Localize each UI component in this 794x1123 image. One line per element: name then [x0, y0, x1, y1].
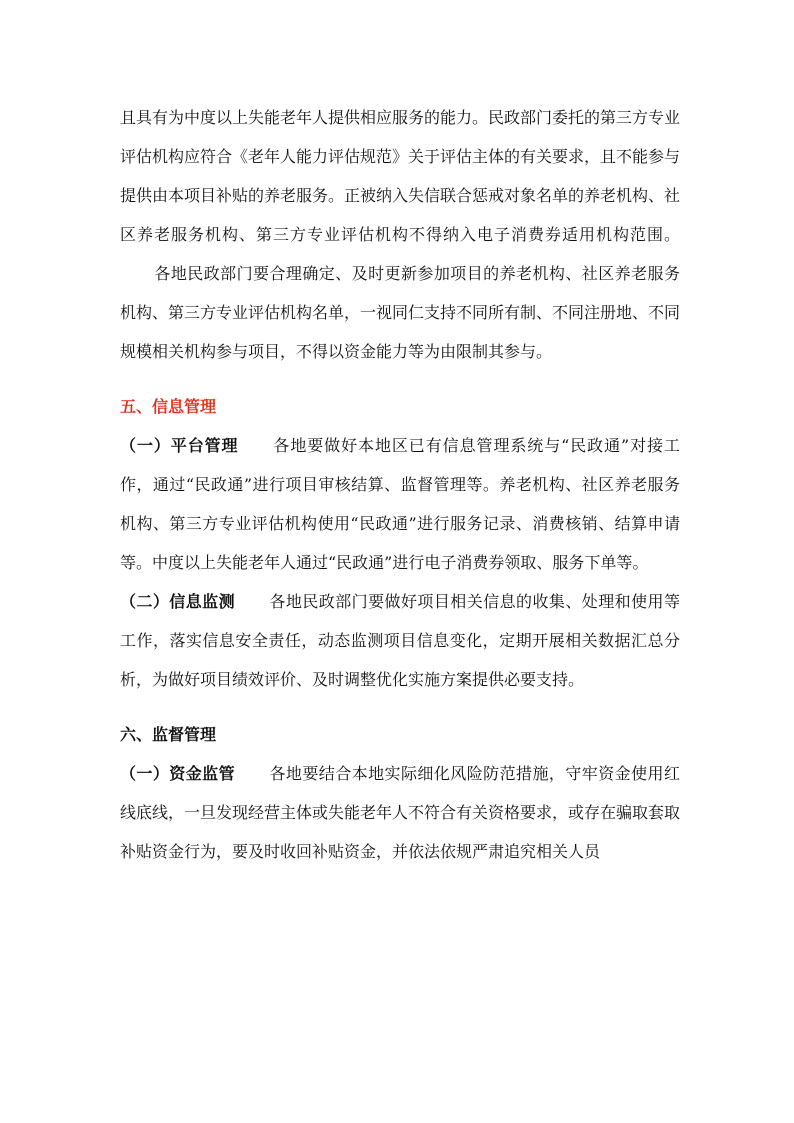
section-6-heading: 六、监督管理	[120, 725, 217, 744]
section-5-heading: 五、信息管理	[120, 397, 217, 416]
section-5-item-2-text: 各地民政部门要做好项目相关信息的收集、处理和使用等工作，落实信息安全责任，动态监测项目信息变化，定期开展相关数据汇总分析，为做好项目绩效评价、及时调整优化实施方案提供必要支持。	[120, 592, 680, 689]
paragraph-text-1: 且具有为中度以上失能老年人提供相应服务的能力。民政部门委托的第三方专业评估机构应符合《老年人能力评估规范》关于评估主体的有关要求，且不能参与提供由本项目补贴的养老服务。正被纳入失信联合惩戒对象名单的养老机构、社区养老服务机构、第三方专业评估机构不得纳入电子消费券适用机构范围。	[120, 108, 681, 244]
section-6-item-1	[120, 754, 680, 871]
paragraph-text-2: 各地民政部门要合理确定、及时更新参加项目的养老机构、社区养老服务机构、第三方专业评估机构名单，一视同仁支持不同所有制、不同注册地、不同规模相关机构参与项目，不得以资金能力等为由限制其参与。	[120, 264, 681, 361]
section-5-item-2-label: （二）信息监测	[120, 592, 236, 611]
body-paragraph-intro	[120, 98, 680, 371]
document-page	[120, 98, 680, 871]
section-5-item-2	[120, 582, 680, 699]
section-6-item-1-label: （一）资金监管	[120, 764, 236, 783]
section-5-item-1	[120, 426, 680, 582]
section-5-item-1-text: 各地要做好本地区已有信息管理系统与“民政通”对接工作，通过“民政通”进行项目审核结算、监督管理等。养老机构、社区养老服务机构、第三方专业评估机构使用“民政通”进行服务记录、消费核销、结算申请等。中度以上失能老年人通过“民政通”进行电子消费券领取、服务下单等。	[120, 436, 680, 572]
section-5-item-1-label: （一）平台管理	[120, 436, 239, 455]
section-6-item-1-text: 各地要结合本地实际细化风险防范措施，守牢资金使用红线底线，一旦发现经营主体或失能老年人不符合有关资格要求，或存在骗取套取补贴资金行为，要及时收回补贴资金，并依法依规严肃追究相关人员	[120, 764, 681, 861]
